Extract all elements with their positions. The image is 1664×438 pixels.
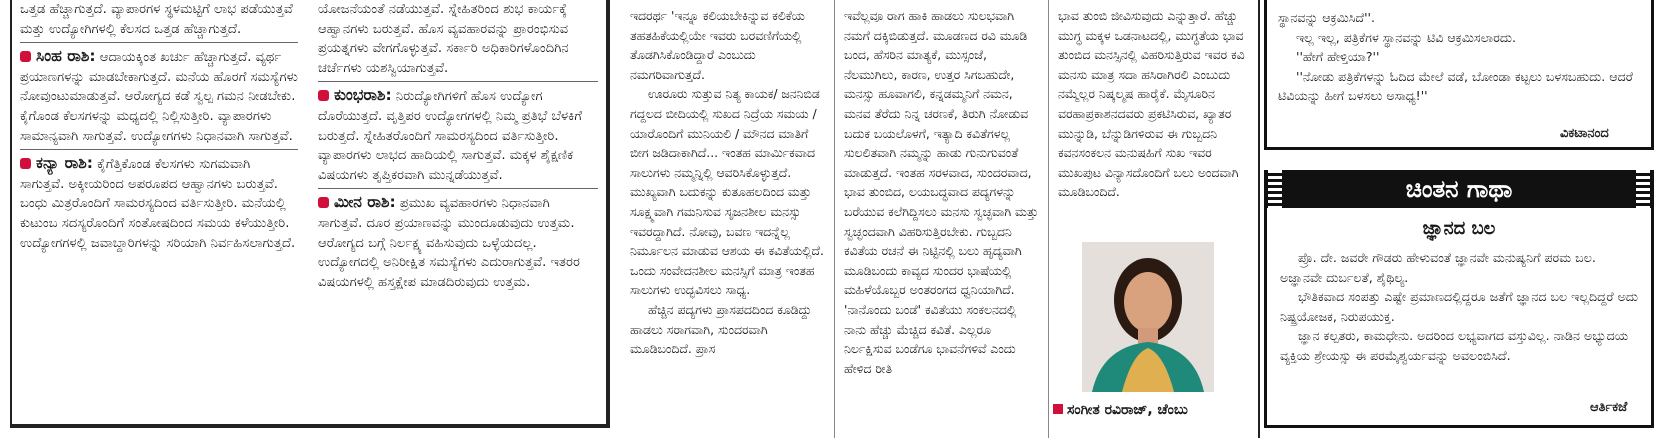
article-column-1 xyxy=(630,6,826,359)
bullet-icon xyxy=(318,197,329,208)
chintana-body xyxy=(1280,248,1642,366)
horoscope-kanya xyxy=(20,154,298,253)
article-paragraph: ಭಾವ ತುಂಬಿ ಜೀವಿಸುವುದು ಎನ್ನುತ್ತಾರೆ. ಹೆಚ್ಚು ಮುಗ್ಧ ಮಕ್ಕಳ ಒಡನಾಟದಲ್ಲಿ, ಮುಗ್ಧತೆಯ ಭಾವ ತುಂಬಿದ ಮನಸ್ಸಿನಲ್ಲಿ ವಿಹರಿಸುತ್ತಿರುವ ಇವರ ಕವಿ ಮನಸು ಮಾತ್ರ ಸದಾ ಹಸಿರಾಗಿರಲಿ ಎಂಬುದು ನಮ್ಮೆಲ್ಲರ ನಿಷ್ಕಲ್ಮಷ ಹಾರೈಕೆ. ಮೈಸೂರಿನ ವರಹಾಪ್ರಕಾಶನದವರು ಪ್ರಕಟಿಸಿರುವ, ಖ್ಯಾತರ ಮುನ್ನುಡಿ, ಬೆನ್ನುಡಿಗಳಿರುವ ಈ ಗುಬ್ಬದನಿ ಕವನಸಂಕಲನ ಮನುಷಹಿಗೆ ಸುಖ ಇವರ ಮುಖಪುಟ ವಿನ್ಯಾಸದೊಂದಿಗೆ ಬಲು ಅಂದವಾಗಿ ಮೂಡಿಬಂದಿದೆ. xyxy=(1058,8,1245,200)
text-line: ಇಲ್ಲ ಇಲ್ಲ, ಪತ್ರಿಕೆಗಳ ಸ್ಥಾನವನ್ನು ಟಿವಿ ಆಕ್ರಮಿಸಲಾರದು. xyxy=(1296,29,1517,45)
column-divider xyxy=(1258,0,1260,438)
article-paragraph: ಹೆಚ್ಚಿನ ಪದ್ಯಗಳು ಪ್ರಾಸಪದದಿಂದ ಕೂಡಿದ್ದು ಹಾಡಲು ಸರಾಗವಾಗಿ, ಸುಂದರವಾಗಿ ಮೂಡಿಬಂದಿದೆ. ಪ್ರಾಸ xyxy=(630,301,812,357)
meena-text: ಪ್ರಮುಖ ವ್ಯವಹಾರಗಳು ನಿಧಾನವಾಗಿ ಸಾಗುತ್ತವೆ. ದೂರ ಪ್ರಯಾಣವನ್ನು ಮುಂದೂಡುವುದು ಉತ್ತಮ. ಆರೋಗ್ಯದ ಬಗ್ಗೆ ನಿರ್ಲಕ್ಷ್ಯ ವಹಿಸುವುದು ಒಳ್ಳೆಯದಲ್ಲ. ಉದ್ಯೋಗದಲ್ಲಿ ಅನಿರೀಕ್ಷಿತ ಸಮಸ್ಯೆಗಳು ಎದುರಾಗುತ್ತವೆ. ಇತರರ ವಿಷಯಗಳಲ್ಲಿ ಹಸ್ತಕ್ಷೇಪ ಮಾಡದಿರುವುದು ಉತ್ತಮ. xyxy=(318,196,580,290)
article-column-2 xyxy=(844,6,1040,378)
chintana-credit: ಆರ್ತಿಕಜೆ xyxy=(1590,400,1628,415)
chintana-heading: ಜ್ಞಾನದ ಬಲ xyxy=(1422,218,1496,239)
kumbha-text: ನಿರುದ್ಯೋಗಿಗಳಿಗೆ ಹೊಸ ಉದ್ಯೋಗ ದೊರೆಯುತ್ತದೆ. ವೃತ್ತಿಪರ ಉದ್ಯೋಗಗಳಲ್ಲಿ ನಿಮ್ಮ ಪ್ರತಿಭೆ ಬೆಳಕಿಗೆ ಬರುತ್ತದೆ. ಸ್ನೇಹಿತರೊಂದಿಗೆ ಸಾಮರಸ್ಯದಿಂದ ವರ್ತಿಸುತ್ತೀರಿ. ವ್ಯಾಪಾರಗಳು ಲಾಭದ ಹಾದಿಯಲ್ಲಿ ಸಾಗುತ್ತವೆ. ಮಕ್ಕಳ ಶೈಕ್ಷಣಿಕ ವಿಷಯಗಳು ತೃಪ್ತಿಕರವಾಗಿ ಮುನ್ನಡೆಯುತ್ತವೆ. xyxy=(318,89,583,183)
horoscope-kumbha xyxy=(318,86,598,185)
article-paragraph: ಊರೂರು ಸುತ್ತುವ ನಿತ್ಯ ಕಾಯಕ/ ಜನನಿಬಿಡ ಗದ್ದಲದ ಬೀದಿಯಲ್ಲಿ ಸುಖದ ನಿದ್ರೆಯ ಸಮಯ / ಯಾರೊಂದಿಗೆ ಮುನಿಯಲಿ / ಮೌನದ ಮಾತಿಗೆ ಬೀಗ ಜಡಿದಾಕಾಗಿದೆ... ಇಂತಹ ಮಾರ್ಮಿಕವಾದ ಸಾಲುಗಳು ನಮ್ಮನ್ನಿಲ್ಲಿ ಆವರಿಸಿಕೊಳ್ಳುತ್ತದೆ. ಮುಖ್ಯವಾಗಿ ಬದುಕನ್ನು ಕುತೂಹಲದಿಂದ ಮತ್ತು ಸೂಕ್ಷ್ಮವಾಗಿ ಗಮನಿಸುವ ಸೃಜನಶೀಲ ಮನಸ್ಸು ಇವರದ್ದಾಗಿದೆ. ನೋವು, ಬವಣ ಇದನ್ನೆಲ್ಲ ನಿರ್ಮೂಲನ ಮಾಡುವ ಆಶಯ ಈ ಕವಿತೆಯಲ್ಲಿದೆ. ಒಂದು ಸಂವೇದನಶೀಲ ಮನಸ್ಸಿಗೆ ಮಾತ್ರ ಇಂತಹ ಸಾಲುಗಳು ಉದ್ಭವಿಸಲು ಸಾಧ್ಯ. xyxy=(630,86,824,298)
text-line: ''ನೋಡು ಪತ್ರಿಕೆಗಳನ್ನು ಓದಿದ ಮೇಲೆ ವಡೆ, ಬೋಂಡಾ ಕಟ್ಟಲು ಬಳಸಬಹುದು. ಆದರೆ ಟಿವಿಯನ್ನು ಹೀಗೆ ಬಳಸಲು ಅಸಾಧ್ಯ!'' xyxy=(1278,68,1633,104)
vikatananda-column xyxy=(1278,8,1644,106)
horoscope-simha xyxy=(20,47,298,146)
horoscope-right-border xyxy=(606,0,610,428)
horoscope-left-column xyxy=(20,0,298,253)
bullet-icon xyxy=(20,51,31,62)
text-line: ಸ್ಥಾನವನ್ನು ಆಕ್ರಮಿಸಿದೆ''. xyxy=(1278,10,1376,25)
article-paragraph: ಇವೆಲ್ಲವೂ ರಾಗ ಹಾಕಿ ಹಾಡಲು ಸುಲಭವಾಗಿ ನಮಗೆ ದಕ್ಕಿಬಿಡುತ್ತದೆ. ಮೂಡಣದ ರವಿ ಮೂಡಿ ಬಂದ, ಹೆಸರಿನ ಮಾತ್ಯಕೆ, ಮುಸ್ಸಂಜೆ, ನೆಲಮುಗಿಲು, ಕಾರಣ, ಉತ್ತರ ಸಿಗಬಹುದೇ, ಮನಸ್ಸು ಹೂವಾಗಲಿ, ಕನ್ನಡಮ್ಮನಿಗೆ ನಮನ, ಮನವ ತೆರೆದು ನಿನ್ನ ಚರಣಕೆ, ತಿರುಗಿ ನೋಡುವ ಬದುಕ ಬಯಲೊಳಗೆ, ಇತ್ಯಾದಿ ಕವಿತೆಗಳಲ್ಲ ಸುಲಲಿತವಾಗಿ ನಮ್ಮನ್ನು ಹಾಡು ಗುನುಗುವಂತೆ ಮಾಡುತ್ತದೆ. ಇಂತಹ ಸರಳವಾದ, ಸುಂದರವಾದ, ಭಾವ ತುಂಬಿದ, ಲಯಬದ್ಧವಾದ ಪದ್ಯಗಳನ್ನು ಬರೆಯುವ ಕಲೆಗಿದ್ದಿಸಲು ಮನಸು ಸ್ವಚ್ಛವಾಗಿ ಮತ್ತು ಸ್ವಚ್ಛಂದವಾಗಿ ವಿಹರಿಸುತ್ತಿರಬೇಕು. ಗುಬ್ಬದನಿ ಕವಿತೆಯ ರಚನೆ ಈ ನಿಟ್ಟಿನಲ್ಲಿ ಬಲು ಹೃದ್ಯವಾಗಿ ಮೂಡಿಬಂದು ಕಾವ್ಯದ ಸುಂದರ ಭಾಷೆಯಲ್ಲಿ ಮಹಿಳೆಯೊಬ್ಬರ ಅಂತರಂಗದ ಧ್ವನಿಯಾಗಿದೆ. 'ನಾನೊಂದು ಬಂಡೆ' ಕವಿತೆಯು ಸಂಕಲನದಲ್ಲಿ ನಾನು ಹೆಚ್ಚು ಮೆಚ್ಚಿದ ಕವಿತೆ. ಎಲ್ಲರೂ ನಿರ್ಲಕ್ಷಿಸುವ ಬಂಡೆಗೂ ಭಾವನೆಗಳಿವೆ ಎಂದು ಹೇಳಿದ ರೀತಿ xyxy=(844,8,1039,376)
chintana-paragraph: ಭೌತಿಕವಾದ ಸಂಪತ್ತು ಎಷ್ಟೇ ಪ್ರಮಾಣದಲ್ಲಿದ್ದರೂ ಜತೆಗೆ ಜ್ಞಾನದ ಬಲ ಇಲ್ಲದಿದ್ದರೆ ಅದು ನಿಷ್ಪ್ರಯೋಜಕ, ನಿರುಪಯುಕ್ತ. xyxy=(1280,289,1639,324)
bullet-icon xyxy=(20,158,31,169)
simha-text: ಆದಾಯಕ್ಕಿಂತ ಖರ್ಚು ಹೆಚ್ಚಾಗುತ್ತದೆ. ವ್ಯರ್ಥ ಪ್ರಯಾಣಗಳನ್ನು ಮಾಡಬೇಕಾಗುತ್ತದೆ. ಮನೆಯ ಹೊರಗೆ ಸಮಸ್ಯೆಗಳು ನೋವುಂಟುಮಾಡುತ್ತವೆ. ಆರೋಗ್ಯದ ಕಡೆ ಸ್ವಲ್ಪ ಗಮನ ನೀಡಬೇಕು. ಕೈಗೊಂಡ ಕೆಲಸಗಳನ್ನು ಮಧ್ಯದಲ್ಲಿ ನಿಲ್ಲಿಸುತ್ತೀರಿ. ವ್ಯಾಪಾರಗಳು ಸಾಮಾನ್ಯವಾಗಿ ಸಾಗುತ್ತವೆ. ಉದ್ಯೋಗಗಳು ನಿಧಾನವಾಗಿ ಸಾಗುತ್ತವೆ. xyxy=(20,50,298,144)
kanya-text: ಕೈಗೆತ್ತಿಕೊಂಡ ಕೆಲಸಗಳು ಸುಗಮವಾಗಿ ಸಾಗುತ್ತವೆ. ಅಕ್ಕೀಯರಿಂದ ಅಪರೂಪದ ಆಹ್ವಾನಗಳು ಬರುತ್ತವೆ. ಬಂಧು ಮಿತ್ರರೊಂದಿಗೆ ಸಾಮರಸ್ಯದಿಂದ ವರ್ತಿಸುತ್ತೀರಿ. ಮನೆಯಲ್ಲಿ ಕುಟುಂಬ ಸದಸ್ಯರೊಂದಿಗೆ ಸಂತೋಷದಿಂದ ಸಮಯ ಕಳೆಯುತ್ತೀರಿ. ಉದ್ಯೋಗಗಳಲ್ಲಿ ಜವಾಬ್ದಾರಿಗಳನ್ನು ಸರಿಯಾಗಿ ನಿರ್ವಹಿಸಲಾಗುತ್ತದೆ. xyxy=(20,157,296,251)
simha-title: ಸಿಂಹ ರಾಶಿ: xyxy=(36,47,96,66)
meena-title: ಮೀನ ರಾಶಿ: xyxy=(334,193,396,212)
chintana-paragraph: ಜ್ಞಾನ ಕಲ್ಪತರು, ಕಾಮಧೇನು. ಅದರಿಂದ ಲಭ್ಯವಾಗದ ವಸ್ತುವಿಲ್ಲ. ನಾಡಿನ ಅಭ್ಯುದಯ ವ್ಯಕ್ತಿಯ ಶ್ರೇಯಸ್ಸು ಈ ಪರಮೈಶ್ವರ್ಯವನ್ನು ಅವಲಂಬಿಸಿದೆ. xyxy=(1280,328,1629,363)
article-paragraph: ಇದರರ್ಥ 'ಇನ್ನೂ ಕಲಿಯಬೇಕಿನ್ನುವ ಕಲಿಕೆಯ ತಹತಹಿಕೆಯಲ್ಲಿಯೇ ಇವರು ಬರವಣಿಗೆಯಲ್ಲಿ ತೊಡಗಿಸಿಕೊಂಡಿದ್ದಾರೆ ಎಂಬುದು ನಮಗರಿವಾಗುತ್ತದೆ. xyxy=(630,8,805,82)
author-caption xyxy=(1053,402,1188,418)
horoscope-fragment-right: ಯೋಜನೆಯಂತೆ ನಡೆಯುತ್ತವೆ. ಸ್ನೇಹಿತರಿಂದ ಶುಭ ಕಾರ್ಯಕ್ಕೆ ಆಹ್ವಾನಗಳು ಬರುತ್ತವೆ. ಹೊಸ ವ್ಯವಹಾರವನ್ನು ಪ್ರಾರಂಭಿಸುವ ಪ್ರಯತ್ನಗಳು ವೇಗಗೊಳ್ಳುತ್ತವೆ. ಸರ್ಕಾರಿ ಅಧಿಕಾರಿಗಳೊಂದಿಗಿನ ಚರ್ಚೆಗಳು ಯಶಸ್ವಿಯಾಗುತ್ತವೆ. xyxy=(318,2,569,76)
text-line: ''ಹೇಗೆ ಹೇಳ್ತಿಯಾ?'' xyxy=(1296,49,1380,65)
author-name: ಸಂಗೀತ ರವಿರಾಜ್, ಚೆಂಬು xyxy=(1067,402,1188,418)
column-divider xyxy=(834,0,835,438)
article-column-3 xyxy=(1058,6,1254,242)
column-divider xyxy=(1048,0,1049,438)
horoscope-right-column xyxy=(318,0,598,292)
bottom-border xyxy=(10,424,610,428)
vikatananda-credit: ವಿಕಟಾನಂದ xyxy=(1560,126,1609,141)
horoscope-meena xyxy=(318,193,598,292)
kumbha-title: ಕುಂಭರಾಶಿ: xyxy=(334,86,392,105)
horoscope-fragment: ಒತ್ತಡ ಹೆಚ್ಚಾಗುತ್ತದೆ. ವ್ಯಾಪಾರಗಳ ಸ್ಥಳಮಟ್ಟಿಗೆ ಲಾಭ ಪಡೆಯುತ್ತವೆ ಮತ್ತು ಉದ್ಯೋಗಿಗಳಲ್ಲಿ ಕೆಲಸದ ಒತ್ತಡ ಹೆಚ್ಚಾಗುತ್ತದೆ. xyxy=(20,2,293,37)
author-photo xyxy=(1082,242,1214,392)
left-border xyxy=(10,0,12,428)
kanya-title: ಕನ್ಯಾ ರಾಶಿ: xyxy=(36,154,93,173)
chintana-paragraph: ಪ್ರೊ. ದೇ. ಜವರೇ ಗೌಡರು ಹೇಳುವಂತೆ ಜ್ಞಾನವೇ ಮನುಷ್ಯನಿಗೆ ಪರಮ ಬಲ. ಅಜ್ಞಾನವೇ ದುರ್ಬಲತೆ, ಶೈಥಿಲ್ಯ. xyxy=(1280,250,1596,285)
chintana-banner: ಚಿಂತನ ಗಾಥಾ xyxy=(1264,170,1654,208)
bullet-icon xyxy=(318,90,329,101)
bullet-icon xyxy=(1053,404,1063,414)
